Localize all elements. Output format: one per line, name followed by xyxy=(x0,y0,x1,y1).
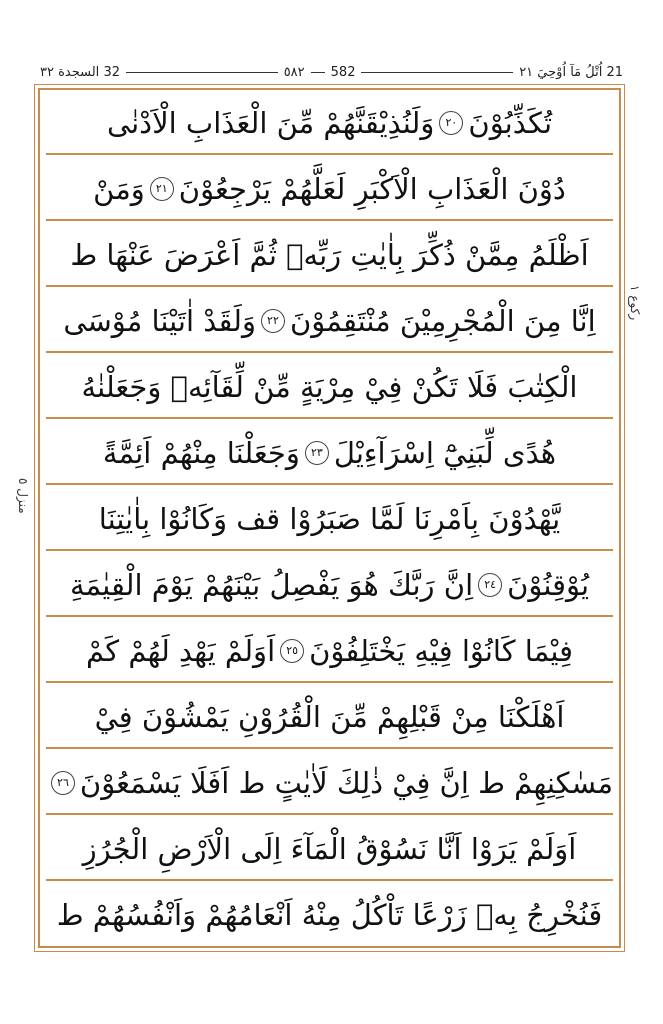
text-line xyxy=(46,224,613,287)
text-frame xyxy=(38,88,621,948)
page-header xyxy=(40,58,623,86)
page-number: 582 xyxy=(330,64,356,80)
verse-text: الْكِتٰبَ فَلَا تَكُنْ فِيْ مِرْيَةٍ مِّنْ لِّقَآئِهٖ وَجَعَلْنٰهُ xyxy=(81,369,578,404)
text-line xyxy=(46,290,613,353)
verse-text: وَمَنْ xyxy=(93,171,145,206)
manzil-marker: منزل ٥ xyxy=(16,478,30,514)
verse-text: مَسٰكِنِهِمْ ط اِنَّ فِيْ ذٰلِكَ لَاٰيٰتٍ ط اَفَلَا يَسْمَعُوْنَ xyxy=(79,765,613,800)
verse-text: تُكَذِّبُوْنَ xyxy=(468,105,553,140)
text-line xyxy=(46,158,613,221)
text-line xyxy=(46,422,613,485)
verse-text: اِنَّ رَبَّكَ هُوَ يَفْصِلُ بَيْنَهُمْ يَوْمَ الْقِيٰمَةِ xyxy=(69,567,474,602)
header-rule xyxy=(361,72,513,73)
surah-label: 32 السجدة ٣٢ xyxy=(40,64,120,80)
verse-text: يَّهْدُوْنَ بِاَمْرِنَا لَمَّا صَبَرُوْا قف وَكَانُوْا بِاٰيٰتِنَا xyxy=(98,501,561,536)
verse-text: فِيْمَا كَانُوْا فِيْهِ يَخْتَلِفُوْنَ xyxy=(309,633,573,668)
juz-label: 21 اُتْلُ مَآ اُوْحِيَ ٢١ xyxy=(519,64,624,80)
verse-text: وَلَقَدْ اٰتَيْنَا مُوْسَى xyxy=(63,303,256,338)
verse-text: يُوْقِنُوْنَ xyxy=(507,567,590,602)
text-line xyxy=(46,356,613,419)
header-rule xyxy=(126,72,278,73)
verse-text: اَوَلَمْ يَرَوْا اَنَّا نَسُوْقُ الْمَآءَ اِلَى الْاَرْضِ الْجُرُزِ xyxy=(82,831,577,866)
verse-text: دُوْنَ الْعَذَابِ الْاَكْبَرِ لَعَلَّهُمْ يَرْجِعُوْنَ xyxy=(178,171,566,206)
verse-text: اَظْلَمُ مِمَّنْ ذُكِّرَ بِاٰيٰتِ رَبِّهٖ ثُمَّ اَعْرَضَ عَنْهَا ط xyxy=(70,237,589,272)
ayah-number-marker: ٢٦ xyxy=(51,771,75,795)
text-line xyxy=(46,884,613,945)
ruku-marker: رکوع ١ xyxy=(628,285,642,321)
text-line xyxy=(46,686,613,749)
ayah-number-marker: ٢٢ xyxy=(261,309,285,333)
text-line xyxy=(46,92,613,155)
text-line xyxy=(46,488,613,551)
text-line xyxy=(46,818,613,881)
verse-text: فَنُخْرِجُ بِهٖ زَرْعًا تَاْكُلُ مِنْهُ اَنْعَامُهُمْ وَاَنْفُسُهُمْ ط xyxy=(56,897,603,932)
verse-text: اَوَلَمْ يَهْدِ لَهُمْ كَمْ xyxy=(86,633,276,668)
verse-text: وَلَنُذِيْقَنَّهُمْ مِّنَ الْعَذَابِ الْاَدْنٰى xyxy=(106,105,435,140)
header-rule xyxy=(311,72,325,73)
ayah-number-marker: ٢٠ xyxy=(439,111,463,135)
ayah-number-marker: ٢٣ xyxy=(305,441,329,465)
verse-text: اِنَّا مِنَ الْمُجْرِمِيْنَ مُنْتَقِمُوْنَ xyxy=(289,303,596,338)
text-line xyxy=(46,554,613,617)
verse-text: اَهْلَكْنَا مِنْ قَبْلِهِمْ مِّنَ الْقُرُوْنِ يَمْشُوْنَ فِيْ xyxy=(94,699,565,734)
ayah-number-marker: ٢٥ xyxy=(280,639,304,663)
verse-text: وَجَعَلْنَا مِنْهُمْ اَئِمَّةً xyxy=(102,435,300,470)
ayah-number-marker: ٢٤ xyxy=(478,573,502,597)
text-line xyxy=(46,752,613,815)
page-number-arabic: ٥٨٢ xyxy=(283,64,305,80)
text-line xyxy=(46,620,613,683)
verse-text: هُدًى لِّبَنِيْٓ اِسْرَآءِيْلَ xyxy=(333,435,557,470)
ayah-number-marker: ٢١ xyxy=(150,177,174,201)
